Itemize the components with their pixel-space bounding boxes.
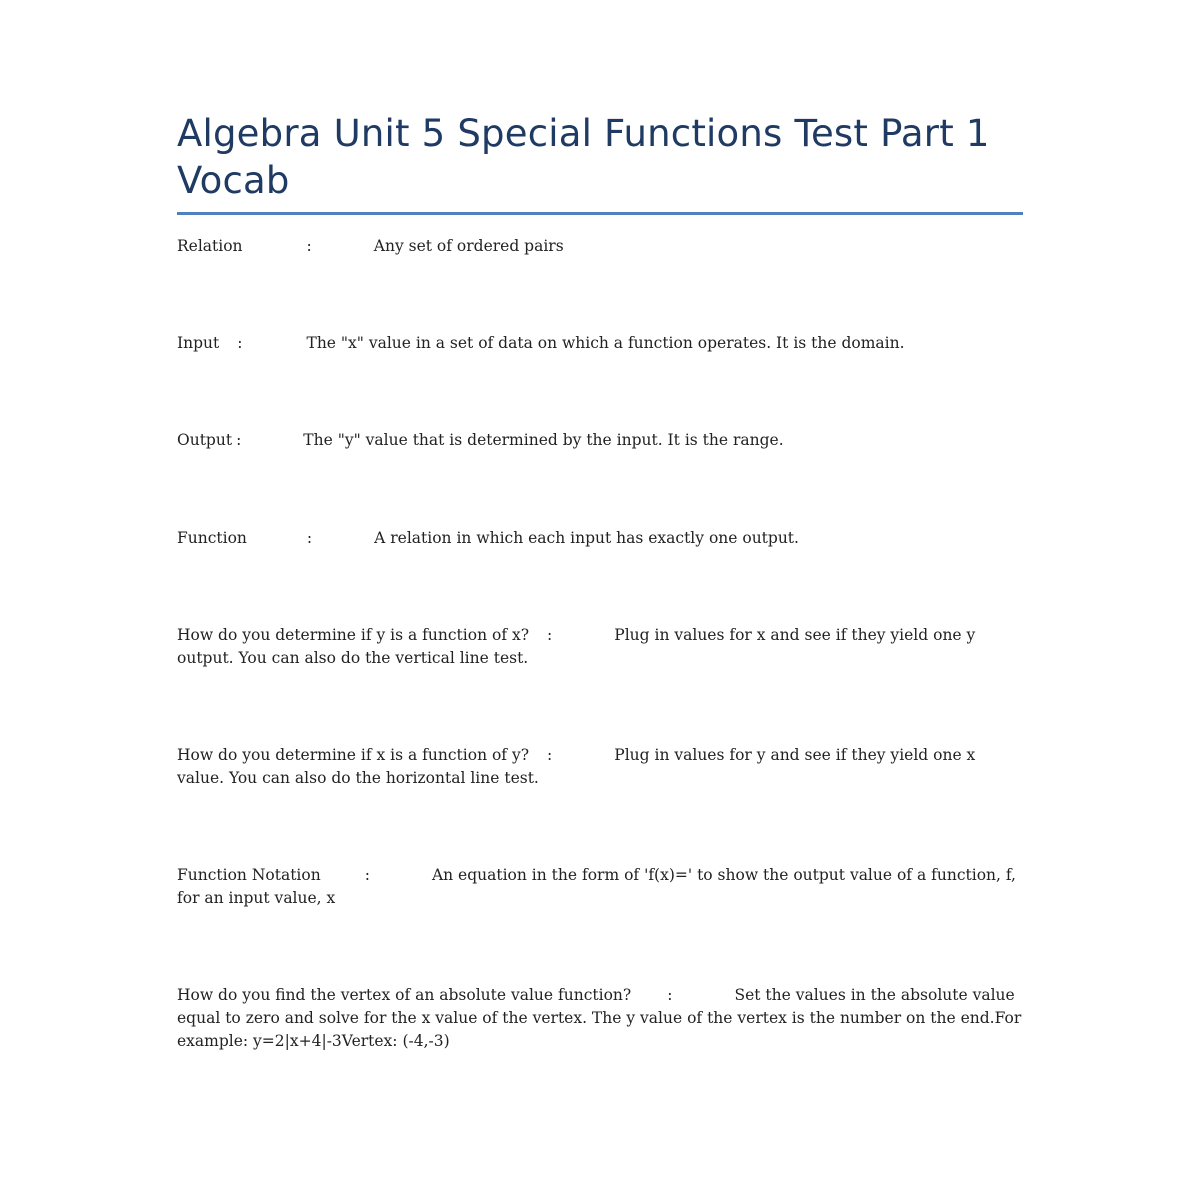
vocab-definition: The "x" value in a set of data on which a function operates. It is the domain. — [306, 334, 905, 352]
vocab-definition: The "y" value that is determined by the input. It is the range. — [303, 431, 784, 449]
vocab-separator: : — [306, 529, 313, 547]
vocab-entry-vertex — [177, 984, 1027, 1053]
vocab-separator: : — [547, 746, 553, 764]
vocab-definition: Plug in values for x and see if they yield one y output. You can also do the vertical line test. — [177, 626, 981, 667]
vocab-definition: Set the values in the absolute value equal to zero and solve for the x value of the vertex. The y value of the vertex is the number on the end.For example: y=2|x+4|-3Vertex: (-4,-3) — [177, 986, 1027, 1050]
vocab-entry-y-function-of-x — [177, 624, 1023, 670]
vocab-term: Output — [177, 431, 233, 449]
vocab-entry-output — [177, 429, 1023, 452]
vocab-term: Relation — [177, 237, 243, 255]
vocab-term: Input — [177, 334, 220, 352]
vocab-separator: : — [306, 237, 312, 255]
document-title: Algebra Unit 5 Special Functions Test Part 1 Vocab — [177, 110, 1023, 215]
vocab-term: Function Notation — [177, 866, 321, 884]
vocab-definition: Plug in values for y and see if they yield one x value. You can also do the horizontal line test. — [177, 746, 981, 787]
vocab-separator: : — [547, 626, 553, 644]
vocab-entry-x-function-of-y — [177, 744, 1023, 790]
vocab-separator: : — [667, 986, 673, 1004]
vocab-entry-relation — [177, 235, 1023, 258]
document-page — [177, 110, 1023, 215]
vocab-separator: : — [236, 431, 242, 449]
vocab-separator: : — [364, 866, 370, 884]
vocab-term: Function — [177, 529, 247, 547]
vocab-entry-function-notation — [177, 864, 1023, 910]
vocab-entry-input — [177, 332, 1023, 355]
vocab-term: How do you determine if y is a function of x? — [177, 626, 530, 644]
vocab-separator: : — [237, 334, 243, 352]
vocab-term: How do you determine if x is a function of y? — [177, 746, 530, 764]
vocab-definition: A relation in which each input has exactly one output. — [374, 529, 799, 547]
vocab-definition: Any set of ordered pairs — [373, 237, 564, 255]
vocab-entry-function — [177, 527, 1023, 550]
vocab-term: How do you find the vertex of an absolute value function? — [177, 986, 632, 1004]
vocab-definition: An equation in the form of 'f(x)=' to show the output value of a function, f, for an input value, x — [177, 866, 1021, 907]
